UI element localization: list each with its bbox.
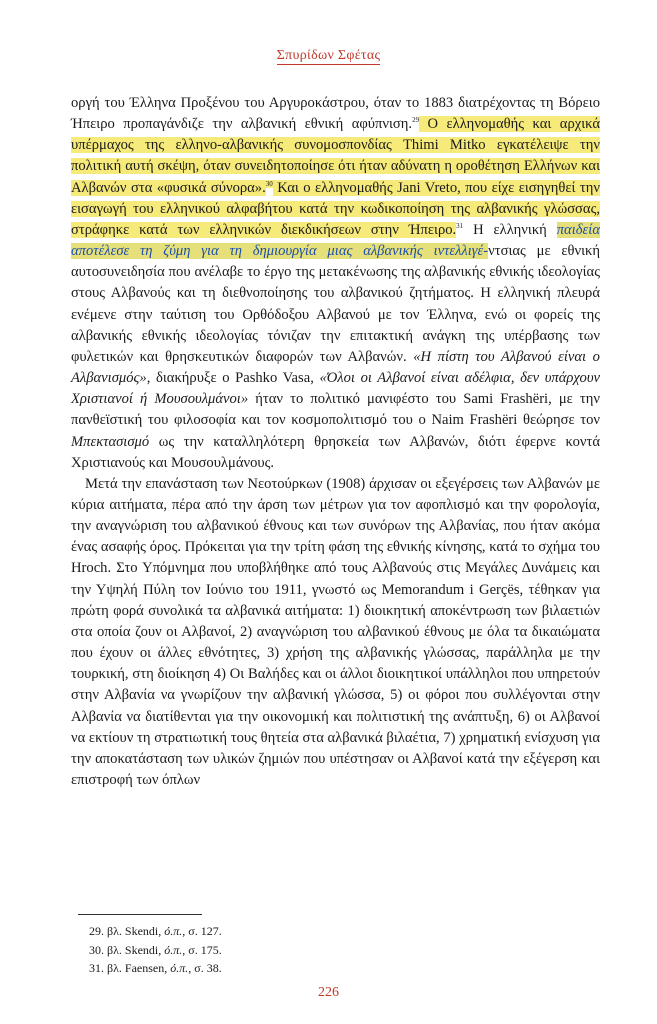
footnote-30: 30. βλ. Skendi, ό.π., σ. 175. [89, 942, 222, 957]
page-number: 226 [318, 985, 339, 1000]
text-run: ήταν το πολιτικό μανιφέστο του Sami Frashëri, με την πανθεϊστική του φιλοσοφία και τον κοσμοπολιτισμό του ο Naim Frashëri θεώρησε τον [71, 391, 600, 429]
text-run: , διακήρυξε ο Pashko Vasa, [146, 370, 320, 387]
text-run: οργή του Έλληνα Προξένου του Αργυροκάστρου, όταν το 1883 διατρέχοντας τη Βόρειο Ήπειρο προπαγάνδιζε την αλβανική εθνική αφύπνιση. [71, 95, 600, 133]
text-run: ντσιας με εθνική αυτοσυνειδησία που ανέλαβε το έργο της μετακένωσης της αλβανικής εθνικής ιδεολογίας στους Αλβανούς και τη διεθνοποίησης του αλβανικού ζητήματος. Η ελληνική πλευρά ενέμενε στην ταύτιση του Ορθόδοξου Αλβανού με τον Έλληνα, ενώ οι φορείς της αλβανικής εθνικής ιδεολογίας τόνιζαν την επιτακτική ανάγκη της υπέρβασης των φυλετικών και θρησκευτικών διαφορών των Αλβανών. [71, 243, 601, 365]
highlighted-text: Ο ελληνομαθής και αρχικά υπέρμαχος της ελληνο-αλβανικής συνομοσπονδίας Thimi Mitko εγκατέλειψε την πολιτική αυτή σκέψη, όταν συνειδητοποίησε ότι ήταν αδύνατη η οροθέτηση Ελλήνων και Αλβανών στα «φυσικά σύνορα». [71, 116, 600, 196]
text-run: ως την καταλληλότερη θρησκεία των Αλβανών, διότι έφερνε κοντά Χριστιανούς και Μουσουλμάνους. [71, 433, 600, 471]
footnote-ref[interactable]: 30 [265, 179, 273, 188]
paragraph-2: Μετά την επανάσταση των Νεοτούρκων (1908) άρχισαν οι εξεγέρσεις των Αλβανών με κύρια αιτήματα, πέρα από την άρση των μέτρων για τον αφοπλισμό και την φορολογία, την αναγνώριση του αλβανικού έθνους και των συνόρων της Αλβανίας, που ήταν ακόμα ένας ασαφής όρος. Πρόκειται για την τρίτη φάση της εθνικής κίνησης, κατά το σχήμα του Hroch. Στο Υπόμνημα που υποβλήθηκε από τους Αλβανούς στις Μεγάλες Δυνάμεις και την Υψηλή Πύλη τον Ιούνιο του 1911, γνωστό ως Memorandum i Gerçës, τέθηκαν για πρώτη φορά συνολικά τα αλβανικά αιτήματα: 1) διοικητική αποκέντρωση των βιλαετιών στα οποία ζουν οι Αλβανοί, 2) αναγνώριση του αλβανικού έθνους με όλα τα δικαιώματα που έχουν οι άλλες εθνότητες, 3) χρήση της αλβανικής γλώσσας, παράλληλα με την τουρκική, στη διοίκηση 4) Οι Βαλήδες και οι άλλοι διοικητικοί υπάλληλοι που υπηρετούν στην Αλβανία να γνωρίζουν την αλβανική γλώσσα, 5) οι φόροι που συλλέγονται στην Αλβανία να διατίθενται για την οικονομική και πολιτιστική της ανάπτυξη, 6) οι Αλβανοί να εκτίουν τη στρατιωτική τους θητεία στα αλβανικά βιλαέτια, 7) χρηματική ενίσχυση για την αποκατάσταση των υλικών ζημιών που υπέστησαν οι Αλβανοί κατά την εξέγερση και επιστροφή των όπλων [71, 475, 600, 788]
running-head [0, 48, 657, 64]
footnotes [89, 922, 489, 978]
footnote-29: 29. βλ. Skendi, ό.π., σ. 127. [89, 924, 222, 938]
footnote-31: 31. βλ. Faensen, ό.π., σ. 38. [89, 961, 222, 975]
paragraph-1 [71, 93, 600, 474]
footnote-ref[interactable]: 29 [412, 116, 420, 125]
quote-italic: «Όλοι οι Αλβανοί είναι αδέλφια, δεν υπάρχουν Χριστιανοί ή Μουσουλμάνοι» [71, 370, 600, 408]
text-run: Η ελληνική [463, 221, 557, 238]
highlighted-text: Και ο ελληνομαθής Jani Vreto, που είχε εισηγηθεί την εισαγωγή του ελληνικού αλφαβήτου κατά την κωδικοποίηση της αλβανικής γλώσσας, στράφηκε κατά των ελληνικών διεκδικήσεων στην Ήπειρο. [71, 179, 600, 238]
author-name: Σπυρίδων Σφέτας [276, 48, 381, 63]
quote-italic: «Η πίστη του Αλβανού είναι ο Αλβανισμός» [71, 348, 600, 387]
highlighted-italic-text: παιδεία αποτέλεσε τη ζύμη για τη δημιουργία μιας αλβανικής ιντελλιγέ- [71, 221, 600, 260]
term-italic: Μπεκτασισμό [71, 433, 150, 450]
body-text [71, 93, 600, 791]
footnote-divider [78, 914, 202, 915]
footnote-ref[interactable]: 31 [456, 222, 464, 231]
